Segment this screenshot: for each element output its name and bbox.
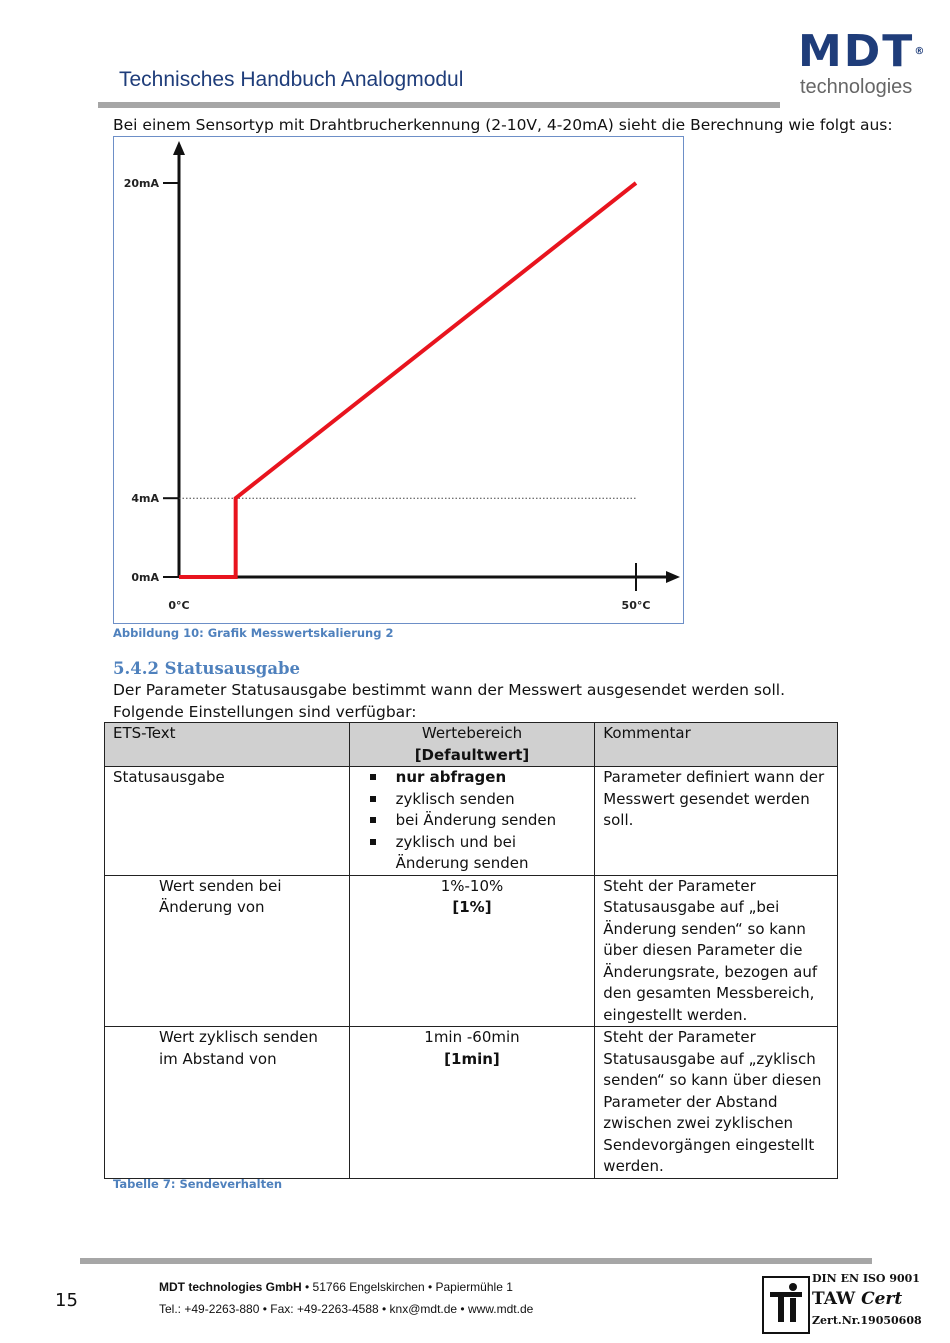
- section-heading: 5.4.2 Statusausgabe: [113, 659, 301, 678]
- cell-ets: Wert senden bei Änderung von: [105, 875, 350, 1027]
- range-header-label: Wertebereich: [421, 724, 523, 742]
- option-list: [358, 767, 587, 875]
- table-row: [105, 875, 838, 1027]
- table-row: [105, 1027, 838, 1179]
- cert-issuer-suffix: Cert: [861, 1289, 903, 1309]
- default-value: [1%]: [452, 898, 492, 916]
- cell-comment: Steht der Parameter Statusausgabe auf „bei Änderung senden“ so kann über diesen Parameter die Änderungsrate, bezogen auf den gesamten Messbereich, eingestellt werden.: [595, 875, 838, 1027]
- cert-number: Zert.Nr.19050608: [812, 1314, 922, 1327]
- company-name: MDT technologies GmbH: [159, 1280, 302, 1294]
- list-item: zyklisch senden: [396, 789, 587, 811]
- cell-ets: Statusausgabe: [105, 767, 350, 876]
- y-tick-label: 4mA: [131, 492, 159, 506]
- header-divider: [98, 102, 780, 108]
- cell-range: [349, 1027, 595, 1179]
- table-header-row: [105, 723, 838, 767]
- x-tick-label: 0°C: [168, 599, 190, 612]
- cert-issuer-name: TAW: [812, 1289, 862, 1309]
- y-axis-arrow: [173, 141, 185, 155]
- default-header-label: [Defaultwert]: [414, 745, 530, 764]
- parameter-table: [104, 722, 838, 1179]
- x-tick-label: 50°C: [621, 599, 651, 612]
- logo-brand: MDT: [798, 26, 915, 77]
- list-item: bei Änderung senden: [396, 810, 587, 832]
- footer-address-line: [159, 1280, 513, 1294]
- cell-range: [349, 875, 595, 1027]
- cell-options: [349, 767, 595, 876]
- certification-badge: [762, 1272, 922, 1334]
- cell-comment: Steht der Parameter Statusausgabe auf „zyklisch senden“ so kann über diesen Parameter der Abstand zwischen zwei zyklischen Sendevorgängen eingestellt werden.: [595, 1027, 838, 1179]
- mdt-logo: MDT® technologies: [798, 26, 925, 98]
- measurement-scaling-chart: [114, 137, 683, 623]
- default-value: [1min]: [444, 1049, 500, 1068]
- col-header-ets: ETS-Text: [105, 723, 350, 767]
- chart-frame: [113, 136, 684, 624]
- logo-subtitle: technologies: [800, 76, 913, 98]
- footer-contact: Tel.: +49-2263-880 • Fax: +49-2263-4588 • knx@mdt.de • www.mdt.de: [159, 1302, 534, 1316]
- table-caption: Tabelle 7: Sendeverhalten: [113, 1177, 283, 1191]
- footer-divider: [80, 1258, 872, 1264]
- range-value: 1%-10%: [440, 876, 504, 895]
- y-tick-label: 0mA: [131, 571, 159, 584]
- page-number: 15: [55, 1290, 78, 1311]
- x-axis-arrow: [666, 571, 680, 583]
- cell-ets: Wert zyklisch senden im Abstand von: [105, 1027, 350, 1179]
- intro-text: Bei einem Sensortyp mit Drahtbrucherkennung (2-10V, 4-20mA) sieht die Berechnung wie folgt aus:: [113, 116, 893, 134]
- series-line: [179, 183, 636, 577]
- company-address: • 51766 Engelskirchen • Papiermühle 1: [305, 1280, 513, 1294]
- table-row: [105, 767, 838, 876]
- list-item: zyklisch und bei Änderung senden: [396, 832, 587, 875]
- taw-logo-icon: [762, 1276, 810, 1334]
- col-header-comment: Kommentar: [595, 723, 838, 767]
- cert-issuer: [812, 1289, 902, 1309]
- document-title: Technisches Handbuch Analogmodul: [119, 68, 464, 91]
- list-item: nur abfragen: [396, 767, 587, 789]
- cell-comment: Parameter definiert wann der Messwert gesendet werden soll.: [595, 767, 838, 876]
- range-value: 1min -60min: [424, 1028, 520, 1046]
- section-paragraph: Der Parameter Statusausgabe bestimmt wann der Messwert ausgesendet werden soll. Folgende Einstellungen sind verfügbar:: [113, 681, 786, 721]
- col-header-range: [349, 723, 595, 767]
- cert-standard: DIN EN ISO 9001: [812, 1272, 920, 1285]
- y-tick-label: 20mA: [123, 177, 159, 190]
- figure-caption: Abbildung 10: Grafik Messwertskalierung 2: [113, 626, 394, 640]
